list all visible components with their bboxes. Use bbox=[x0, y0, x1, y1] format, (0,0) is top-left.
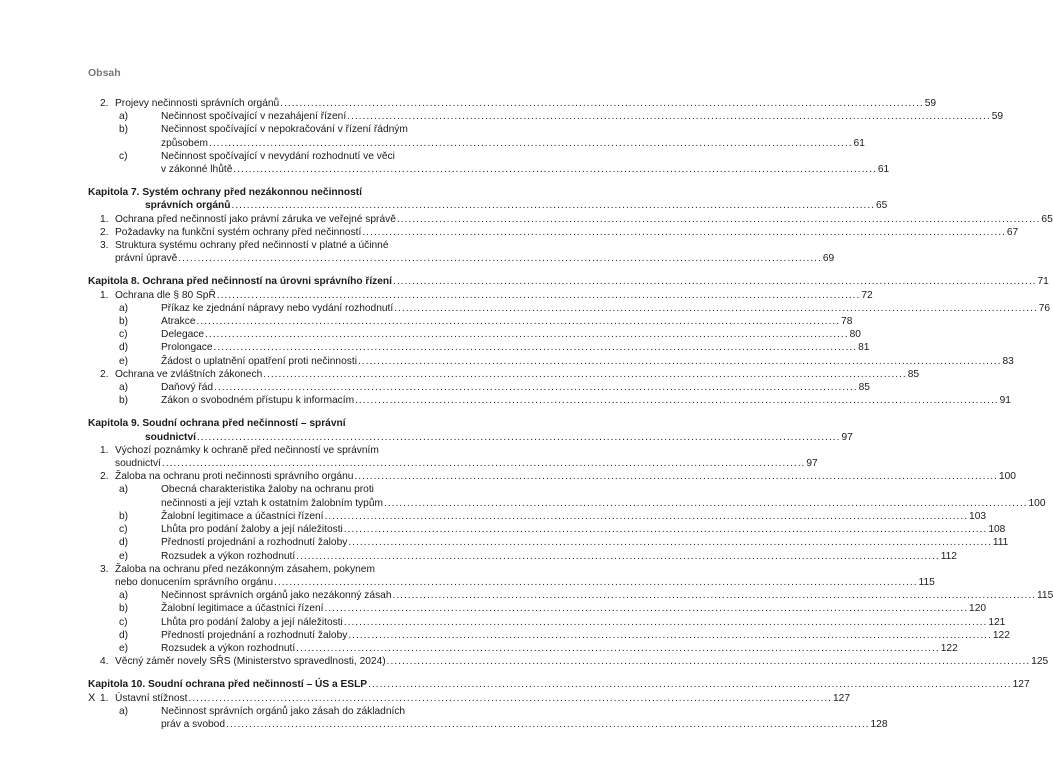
toc-title: Delegace bbox=[161, 329, 205, 341]
toc-entry bbox=[88, 692, 850, 705]
toc-leader bbox=[394, 303, 1038, 314]
toc-number: 2. bbox=[100, 98, 109, 109]
page-header-title: Obsah bbox=[88, 67, 121, 79]
toc-entry bbox=[88, 589, 1053, 602]
toc-page: 111 bbox=[992, 537, 1009, 549]
toc-number: 1. bbox=[100, 444, 109, 456]
toc-leader bbox=[393, 590, 1037, 601]
toc-leader bbox=[296, 643, 940, 654]
toc-leader bbox=[197, 316, 841, 327]
toc-number: 2. bbox=[100, 226, 109, 238]
toc-title: Prolongace bbox=[161, 342, 213, 354]
toc-page: 100 bbox=[998, 471, 1016, 483]
toc-entry bbox=[88, 536, 1009, 549]
toc-entry bbox=[88, 705, 888, 731]
toc-number: b) bbox=[119, 395, 129, 407]
toc-entry bbox=[88, 381, 870, 394]
toc-leader bbox=[205, 329, 849, 340]
toc-page: 100 bbox=[1028, 497, 1046, 509]
toc-leader bbox=[344, 524, 988, 535]
toc-entry bbox=[88, 394, 1011, 407]
toc-leader bbox=[348, 630, 992, 641]
toc-page: 71 bbox=[1037, 276, 1049, 288]
toc-leader bbox=[226, 718, 870, 731]
toc-page: 127 bbox=[833, 692, 850, 704]
toc-leader bbox=[348, 537, 992, 548]
toc-page: 65 bbox=[876, 200, 888, 212]
toc-title: Zákon o svobodném přístupu k informacím bbox=[161, 395, 355, 407]
toc-title: Žádost o uplatnění opatření proti nečinnosti bbox=[161, 355, 357, 367]
toc-number: c) bbox=[119, 616, 128, 628]
toc-entry bbox=[88, 341, 870, 354]
toc-title: Rozsudek a výkon rozhodnutí bbox=[161, 642, 296, 654]
toc-entry bbox=[88, 315, 853, 328]
toc-number: 2. bbox=[100, 471, 109, 483]
toc-title: Ochrana ve zvláštních zákonech bbox=[115, 368, 263, 380]
toc-number: e) bbox=[119, 642, 129, 654]
toc-title: Nečinnost spočívající v nevydání rozhodnutí ve věci bbox=[161, 150, 395, 162]
toc-chapter bbox=[88, 186, 888, 212]
toc-title: Ochrana dle § 80 SpŘ bbox=[115, 289, 216, 301]
toc-entry bbox=[88, 123, 865, 149]
toc-page: 81 bbox=[858, 342, 870, 354]
toc-title: Nečinnost správních orgánů jako nezákonný zásah bbox=[161, 590, 392, 602]
toc-title-cont: nebo donucením správního orgánu bbox=[115, 576, 274, 588]
toc-page: 122 bbox=[940, 642, 958, 654]
toc-title: Atrakce bbox=[161, 316, 196, 328]
toc-leader bbox=[233, 163, 877, 176]
toc-number: 2. bbox=[100, 368, 109, 380]
toc-entry bbox=[88, 642, 958, 655]
toc-chapter bbox=[88, 275, 1049, 288]
toc-leader bbox=[354, 470, 998, 483]
toc-page: 108 bbox=[988, 524, 1006, 536]
toc-entry bbox=[88, 444, 818, 470]
toc-entry bbox=[88, 213, 1053, 226]
toc-number: 1. bbox=[100, 213, 109, 225]
toc-page: 97 bbox=[806, 458, 818, 470]
toc-leader bbox=[231, 199, 875, 212]
toc-title: Žalobní legitimace a účastníci řízení bbox=[161, 510, 324, 522]
toc-leader bbox=[393, 275, 1037, 288]
toc-title: Rozsudek a výkon rozhodnutí bbox=[161, 550, 296, 562]
toc-leader bbox=[325, 603, 969, 614]
toc-page: 67 bbox=[1006, 226, 1019, 238]
toc-number: a) bbox=[119, 484, 129, 496]
toc-page: 85 bbox=[907, 368, 920, 380]
chapter-title: Kapitola 10. Soudní ochrana před nečinností – ÚS a ESLP bbox=[88, 679, 368, 691]
toc-page: 91 bbox=[999, 395, 1011, 407]
toc-entry bbox=[88, 602, 987, 615]
toc-number: d) bbox=[119, 629, 129, 641]
toc-entry bbox=[88, 616, 1006, 629]
toc-page: 127 bbox=[1012, 679, 1030, 691]
toc-leader bbox=[178, 252, 822, 265]
toc-entry bbox=[88, 302, 1051, 315]
toc-number: 1. bbox=[100, 289, 109, 301]
toc-title-cont: soudnictví bbox=[115, 458, 161, 470]
toc-number: a) bbox=[119, 302, 129, 314]
toc-page: 120 bbox=[969, 603, 987, 615]
toc-number: 3. bbox=[100, 563, 109, 575]
toc-title: Ochrana před nečinností jako právní záruka ve veřejné správě bbox=[115, 213, 396, 225]
toc-number: c) bbox=[119, 150, 128, 162]
toc-title: Ústavní stížnost bbox=[115, 692, 188, 704]
toc-leader bbox=[280, 97, 924, 110]
toc-leader bbox=[355, 395, 999, 406]
toc-page: 112 bbox=[940, 550, 957, 562]
toc-title: Daňový řád bbox=[161, 382, 214, 394]
toc-title: Nečinnost správních orgánů jako zásah do základních bbox=[161, 705, 406, 717]
toc-page: 97 bbox=[841, 431, 853, 443]
toc-page: 122 bbox=[992, 629, 1010, 641]
toc-title: Žaloba na ochranu před nezákonným zásahem, pokynem bbox=[115, 563, 375, 575]
toc-chapter bbox=[88, 417, 853, 443]
toc-number: b) bbox=[119, 124, 129, 136]
toc-number: c) bbox=[119, 524, 128, 536]
toc-leader bbox=[214, 382, 858, 393]
toc-number: e) bbox=[119, 550, 129, 562]
toc-page: 61 bbox=[853, 137, 865, 149]
toc-page: 80 bbox=[849, 329, 861, 341]
toc-page: 85 bbox=[858, 382, 870, 394]
chapter-title: Kapitola 7. Systém ochrany před nezákonnou nečinností bbox=[88, 187, 362, 199]
toc-number: a) bbox=[119, 111, 129, 123]
toc-leader bbox=[263, 368, 907, 381]
toc-title-cont: právní úpravě bbox=[115, 253, 178, 265]
toc-leader bbox=[214, 342, 858, 353]
chapter-title-cont: správních orgánů bbox=[145, 200, 231, 212]
toc-title: Požadavky na funkční systém ochrany před nečinností bbox=[115, 226, 362, 238]
toc-number: c) bbox=[119, 329, 128, 341]
toc-page: 76 bbox=[1038, 302, 1051, 314]
toc-number: d) bbox=[119, 342, 129, 354]
toc-entry bbox=[88, 289, 873, 302]
toc-leader bbox=[397, 213, 1041, 226]
toc-entry bbox=[88, 97, 937, 110]
toc-leader bbox=[368, 678, 1012, 691]
table-of-contents bbox=[88, 97, 1053, 731]
toc-leader bbox=[347, 111, 991, 122]
toc-leader bbox=[296, 551, 940, 562]
toc-page: 72 bbox=[861, 289, 873, 301]
toc-title: Žaloba na ochranu proti nečinnosti správního orgánu bbox=[115, 471, 354, 483]
toc-title: Nečinnost spočívající v nepokračování v řízení řádným bbox=[161, 124, 408, 136]
toc-entry bbox=[88, 226, 1019, 239]
toc-page: 83 bbox=[1002, 355, 1014, 367]
toc-entry bbox=[88, 110, 1004, 123]
chapter-title: Kapitola 8. Ochrana před nečinností na úrovni správního řízení bbox=[88, 276, 392, 288]
toc-leader bbox=[358, 356, 1002, 367]
toc-number: 4. bbox=[100, 656, 109, 668]
toc-entry bbox=[88, 563, 935, 589]
toc-page: 115 bbox=[918, 576, 935, 588]
toc-leader bbox=[217, 289, 861, 302]
toc-number: a) bbox=[119, 705, 129, 717]
toc-leader bbox=[209, 137, 853, 150]
toc-entry bbox=[88, 483, 1046, 509]
toc-title: Lhůta pro podání žaloby a její náležitosti bbox=[161, 524, 343, 536]
toc-title-cont: v zákonné lhůtě bbox=[161, 164, 233, 176]
toc-leader bbox=[188, 692, 832, 705]
toc-number: d) bbox=[119, 537, 129, 549]
toc-number: b) bbox=[119, 603, 129, 615]
toc-title: Struktura systému ochrany před nečinností v platné a účinné bbox=[115, 240, 389, 252]
toc-title: Předností projednání a rozhodnutí žaloby bbox=[161, 629, 348, 641]
toc-entry bbox=[88, 150, 890, 176]
toc-page: 59 bbox=[991, 111, 1004, 123]
toc-entry bbox=[88, 368, 920, 381]
toc-leader bbox=[384, 497, 1028, 510]
toc-title: Obecná charakteristika žaloby na ochranu proti bbox=[161, 484, 374, 496]
toc-number: 1. bbox=[100, 692, 109, 704]
toc-entry bbox=[88, 355, 1014, 368]
toc-title-cont: nečinnosti a její vztah k ostatním žalobním typům bbox=[161, 497, 383, 509]
toc-title-cont: způsobem bbox=[161, 137, 209, 149]
toc-page: 69 bbox=[822, 253, 835, 265]
toc-title: Výchozí poznámky k ochraně před nečinností ve správním bbox=[115, 444, 379, 456]
toc-page: 103 bbox=[969, 510, 987, 522]
toc-leader bbox=[362, 226, 1006, 239]
toc-entry bbox=[88, 510, 987, 523]
chapter-title: Kapitola 9. Soudní ochrana před nečinností – správní bbox=[88, 418, 346, 430]
toc-title: Předností projednání a rozhodnutí žaloby bbox=[161, 537, 348, 549]
toc-title: Projevy nečinnosti správních orgánů bbox=[115, 98, 280, 109]
page-number: X bbox=[88, 692, 96, 704]
chapter-title-cont: soudnictví bbox=[145, 431, 196, 443]
toc-leader bbox=[325, 511, 969, 522]
toc-leader bbox=[344, 617, 988, 628]
toc-page: 115 bbox=[1037, 590, 1053, 602]
toc-title: Příkaz ke zjednání nápravy nebo vydání rozhodnutí bbox=[161, 302, 394, 314]
toc-entry bbox=[88, 470, 1016, 483]
toc-title: Lhůta pro podání žaloby a její náležitosti bbox=[161, 616, 343, 628]
toc-title: Věcný záměr novely SŘS (Ministerstvo spravedlnosti, 2024) bbox=[115, 656, 386, 668]
toc-page: 65 bbox=[1041, 213, 1053, 225]
toc-entry bbox=[88, 328, 861, 341]
toc-page: 61 bbox=[877, 164, 890, 176]
toc-number: a) bbox=[119, 382, 129, 394]
toc-leader bbox=[274, 576, 918, 589]
toc-leader bbox=[162, 457, 806, 470]
toc-page: 121 bbox=[988, 616, 1006, 628]
toc-entry bbox=[88, 239, 835, 265]
toc-page: 78 bbox=[841, 316, 853, 328]
toc-page: 125 bbox=[1031, 656, 1049, 668]
toc-number: b) bbox=[119, 316, 129, 328]
toc-entry bbox=[88, 629, 1010, 642]
toc-leader bbox=[197, 431, 841, 444]
toc-entry bbox=[88, 655, 1049, 668]
toc-number: e) bbox=[119, 355, 129, 367]
toc-page: 128 bbox=[870, 718, 888, 730]
toc-number: a) bbox=[119, 590, 129, 602]
toc-title: Žalobní legitimace a účastníci řízení bbox=[161, 603, 324, 615]
toc-number: b) bbox=[119, 510, 129, 522]
toc-title: Nečinnost spočívající v nezahájení řízení bbox=[161, 111, 347, 123]
toc-chapter bbox=[88, 678, 1030, 691]
toc-entry bbox=[88, 550, 957, 563]
toc-page: 59 bbox=[924, 98, 937, 109]
toc-number: 3. bbox=[100, 240, 109, 252]
toc-leader bbox=[387, 655, 1031, 668]
toc-title-cont: práv a svobod bbox=[161, 718, 225, 730]
toc-entry bbox=[88, 523, 1006, 536]
